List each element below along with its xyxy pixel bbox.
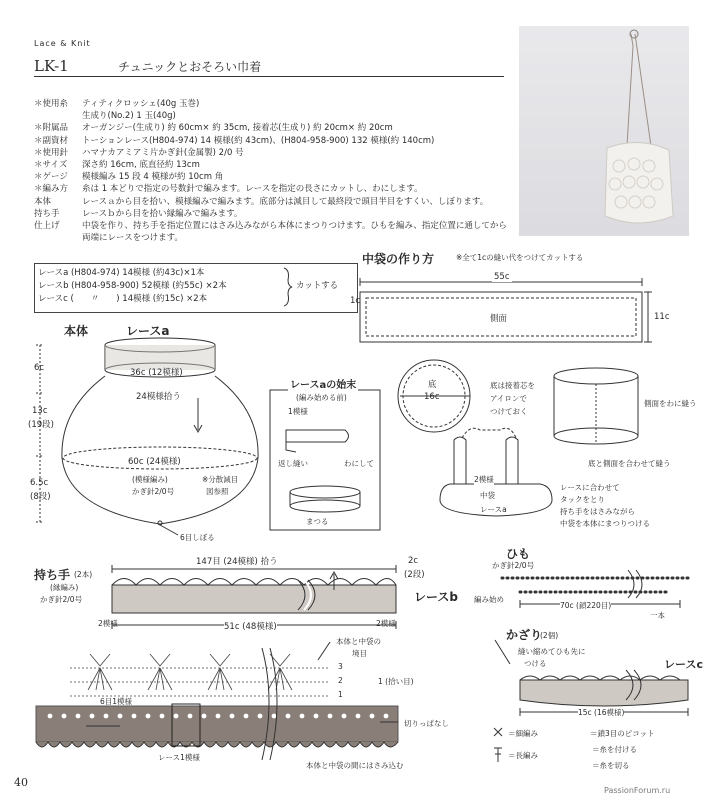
spec-value: トーションレース(H804-974) 14 模様(約 43cm)、(H804-958-900) 132 模様(約 140cm) [82,135,435,146]
body-title: 本体 [64,324,89,338]
body-dim-65: 6.5c [30,478,49,488]
inner-bag-bottom-note-2: アイロンで [490,394,527,403]
lace-a-backstitch: 返し縫い [278,459,308,468]
inner-bag-side: 側面 [490,314,508,324]
inner-bag-sew-bottom: 底と側面を合わせて縫う [588,459,671,468]
inner-bag-bottom-dim: 16c [424,392,440,402]
cord-hook: かぎ針2/0号 [492,561,535,570]
decoration-width: 15c (16模様) [578,708,625,717]
inner-bag-two-patterns: 2模様 [474,475,494,484]
inner-bag-width: 55c [494,272,510,282]
lace-row-b: レースb (H804-958-900) 52模様 (約55c) ×2本 [38,281,227,291]
spec-label: ＊編み方 [34,184,69,195]
spec-value: 糸は 1 本どりで指定の号数針で編みます。レースを指定の長さにカットし、わにします。 [82,184,423,195]
lace-a-ring: わにして [344,459,374,468]
spec-value: レースａから目を拾い、模様編みで編みます。底部分は減目して最終段で頭目半目をすくい、しぼります。 [82,196,489,207]
lace-row-a: レースa (H804-974) 14模様 (約43c)×1本 [38,268,205,278]
spec-label: 持ち手 [34,208,60,219]
handle-pickup: 147目 (24模様) 拾う [196,557,278,567]
decoration-count: (2個) [540,631,559,640]
page-number: 40 [14,776,28,789]
handle-title: 持ち手 [34,568,71,582]
spec-label: ＊副資材 [34,135,69,146]
handle-hook: かぎ針2/0号 [40,595,83,604]
chart-lace-one: レース1模様 [158,753,200,762]
body-decrease-1: ※分散減目 [202,475,239,484]
body-dim-13-rows: (19段) [28,420,54,430]
inner-bag-right-dim: 11c [654,312,670,322]
spec-value: ティティクロッシェ(40g 玉巻) [82,99,200,109]
handle-right-pattern: 2模様 [376,619,396,628]
handle-dim-2rows: (2段) [404,570,425,580]
spec-label: ＊使用針 [34,147,69,158]
brand-label: Lace & Knit [34,39,91,48]
handle-dim-2c: 2c [408,556,419,566]
inner-bag-title: 中袋の作り方 [362,252,435,266]
body-dim-65-rows: (8段) [30,492,51,502]
spec-label: ＊ゲージ [34,172,68,183]
body-width-60: 60c (24模様) [128,457,181,467]
handle-edge: (縁編み) [50,583,79,592]
inner-bag-match-3: 持ち手をはさみながら [560,507,635,516]
watermark: PassionForum.ru [604,786,671,795]
spec-value: 両端にレースをつけます。 [82,233,183,244]
cord-start: 編み始め [474,595,504,604]
lace-a-one-pattern: 1模様 [288,407,308,416]
inner-bag-note: ※全て1cの縫い代をつけてカットする [456,253,584,262]
body-pattern: (模様編み) [132,475,168,484]
cord-length: 70c (鎖220目) [560,601,612,610]
legend-chain-picot: ＝鎖3目のピコット [590,729,655,738]
decoration-lace-c: レースc [664,658,703,671]
inner-bag-lace-a: レースa [480,505,507,514]
spec-value: 生成り(No.2) 1 玉(40g) [82,111,176,122]
inner-bag-inner: 中袋 [480,491,495,500]
body-pickup: 24模様拾う [136,392,181,402]
spec-label: ＊サイズ [34,160,68,170]
chart-row-number: 3 [338,662,343,671]
pattern-title: チュニックとおそろい巾着 [118,60,262,74]
body-lace-a: レースa [126,324,170,338]
inner-bag-side-ring: 側面をわに縫う [644,399,697,408]
chart-inner-2: 境目 [352,649,367,658]
decoration-note-2: つける [524,659,547,668]
decoration-title: かざり [506,628,543,642]
chart-between: 本体と中袋の間にはさみ込む [306,761,404,770]
inner-bag-match-4: 中袋を本体にまつりつける [560,519,650,528]
lace-a-whip: まつる [306,517,329,526]
body-top-width: 36c (12模様) [130,368,183,378]
chart-row-number: 2 [338,676,343,685]
chart-row-number: 1 [338,690,343,699]
spec-value: 深さ約 16cm, 底直径約 13cm [82,160,200,170]
body-dim-6: 6c [34,363,45,373]
chart-pickup-arrow: 1 (拾い目) [378,677,414,686]
handle-lace-b: レースb [414,590,458,604]
cord-count: 一本 [650,611,665,620]
decoration-note-1: 縫い縮めてひも先に [518,647,586,656]
lace-row-c: レースc ( 〃 ) 14模様 (約15c) ×2本 [38,294,208,304]
handle-count: (2本) [74,570,93,579]
legend-attach: ＝糸を付ける [592,745,637,754]
spec-value: オーガンジー(生成り) 約 60cm× 約 35cm, 接着芯(生成り) 約 20cm× 約 20cm [82,123,393,134]
lace-a-end-subtitle: (編み始める前) [296,393,347,402]
legend-dc: ＝長編み [508,751,538,760]
inner-bag-match-1: レースに合わせて [560,483,620,492]
body-hook: かぎ針2/0号 [132,487,175,496]
spec-value: 模様編み 15 段 4 模様が約 10cm 角 [82,172,224,183]
inner-bag-bottom-label: 底 [428,380,437,390]
legend-sc: ＝細編み [508,729,538,738]
lace-cut-note: カットする [296,281,339,291]
inner-bag-left-dim: 1c [350,296,361,306]
spec-label: 本体 [34,196,52,207]
chart-six-one: 6目1模様 [100,697,133,706]
inner-bag-bottom-note-1: 底は接着芯を [490,381,535,390]
spec-label: 仕上げ [34,221,60,231]
spec-label: ＊使用糸 [34,99,69,109]
cord-title: ひも [506,547,531,561]
body-decrease-2: 図参照 [206,487,229,496]
lace-a-end-title: レースaの始末 [288,376,358,391]
spec-value: ハマナカアミアミ片かぎ針(金属製) 2/0 号 [82,147,244,158]
body-dim-13: 13c [32,406,48,416]
inner-bag-match-2: タックをとり [560,495,605,504]
chart-inner-1: 本体と中袋の [336,637,381,646]
legend-cut: ＝糸を切る [592,761,630,770]
pattern-code: LK-1 [34,57,69,75]
handle-left-pattern: 2模様 [98,619,118,628]
spec-value: レースｂから目を拾い縁編みで編みます。 [82,208,243,219]
body-tighten: 6目しぼる [180,533,215,542]
spec-value: 中袋を作り、持ち手を指定位置にはさみ込みながら本体にまつりつけます。ひもを編み、指定位置に通してから [82,221,507,231]
chart-raw-edge: 切りっぱなし [404,719,449,728]
spec-label: ＊附属品 [34,123,69,134]
handle-width: 51c (48模様) [224,622,277,632]
inner-bag-bottom-note-3: つけておく [490,407,528,416]
